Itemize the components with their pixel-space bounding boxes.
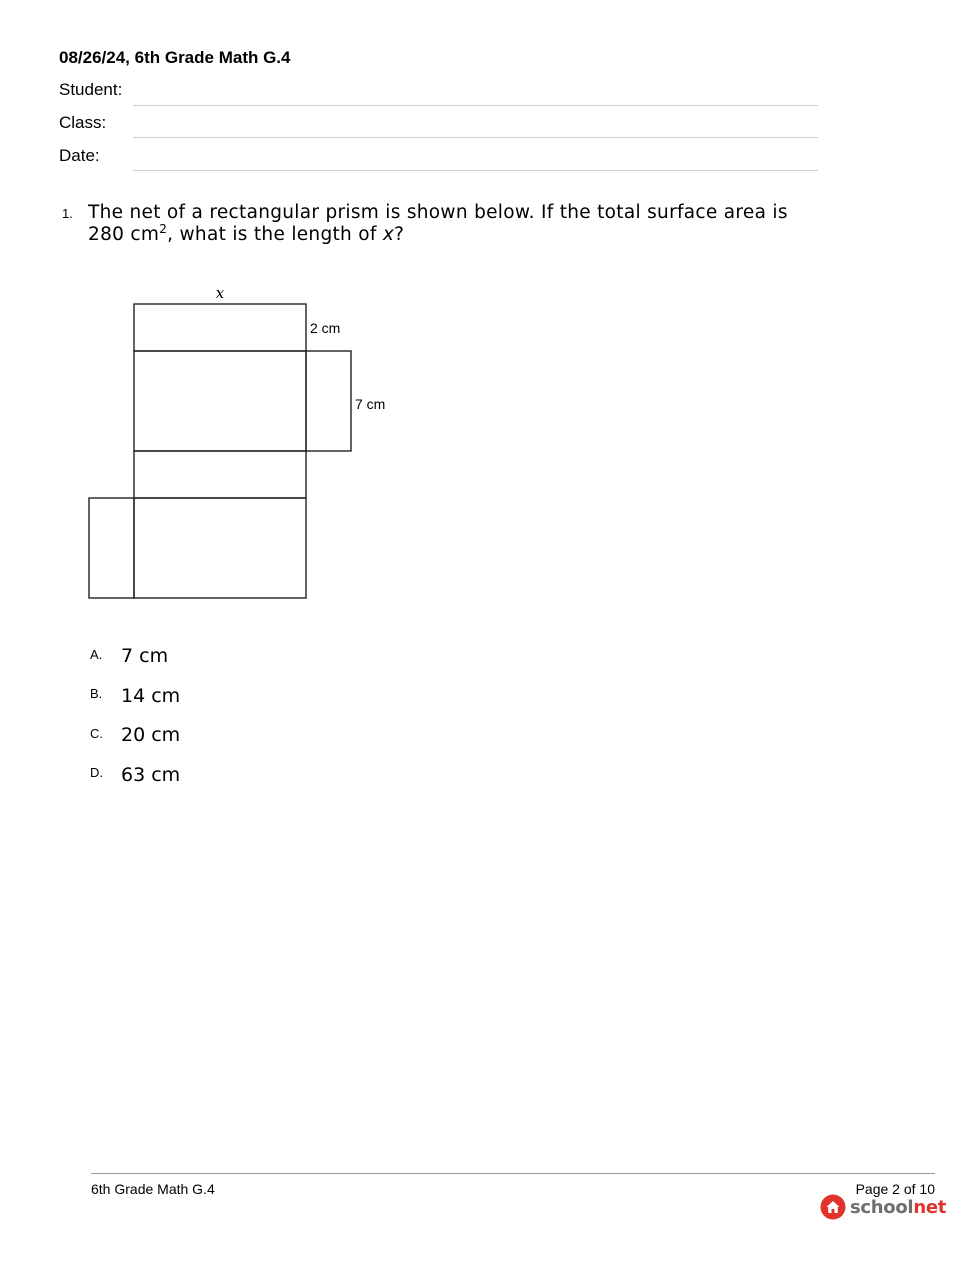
date-label: Date: [59, 146, 100, 165]
net-label-x: x [215, 284, 225, 302]
schoolnet-logo [820, 1194, 946, 1220]
choice-b-letter: B. [90, 686, 103, 701]
choice-b-text[interactable]: 14 cm [121, 685, 181, 707]
question-text-tail: , what is the length of [167, 224, 383, 245]
student-label: Student: [59, 80, 123, 99]
logo-text-net: net [913, 1196, 947, 1218]
choice-c-text[interactable]: 20 cm [121, 724, 181, 746]
choice-a-letter: A. [90, 647, 103, 662]
net-face-right [306, 351, 351, 451]
student-field[interactable] [133, 105, 818, 106]
question-text [88, 202, 828, 246]
footer-divider [91, 1173, 935, 1174]
net-face-back [134, 498, 306, 598]
net-face-left [89, 498, 134, 598]
logo-text-school: school [850, 1196, 914, 1218]
net-label-height: 2 cm [310, 320, 341, 336]
question-text-var: x [382, 224, 395, 245]
footer-title: 6th Grade Math G.4 [91, 1181, 215, 1197]
question-number: 1. [62, 206, 73, 221]
choice-a-text[interactable]: 7 cm [121, 645, 169, 667]
net-face-front [134, 351, 306, 451]
class-label: Class: [59, 113, 107, 132]
net-face-bottom [134, 451, 306, 498]
question-text-main: The net of a rectangular prism is shown below. If the total surface area is 280 cm [88, 202, 788, 245]
class-field[interactable] [133, 137, 818, 138]
net-label-width: 7 cm [355, 396, 386, 412]
question-text-end: ? [394, 224, 405, 245]
choice-d-text[interactable]: 63 cm [121, 764, 181, 786]
page-title: 08/26/24, 6th Grade Math G.4 [59, 48, 291, 67]
net-face-top [134, 304, 306, 351]
schoolnet-house-icon [820, 1194, 846, 1220]
page-number: Page 2 of 10 [855, 1181, 935, 1197]
schoolnet-wordmark [850, 1197, 946, 1218]
date-field[interactable] [133, 170, 818, 171]
question-text-sup: 2 [159, 222, 168, 236]
choice-c-letter: C. [90, 726, 103, 741]
choice-d-letter: D. [90, 765, 103, 780]
prism-net-figure [80, 278, 410, 608]
